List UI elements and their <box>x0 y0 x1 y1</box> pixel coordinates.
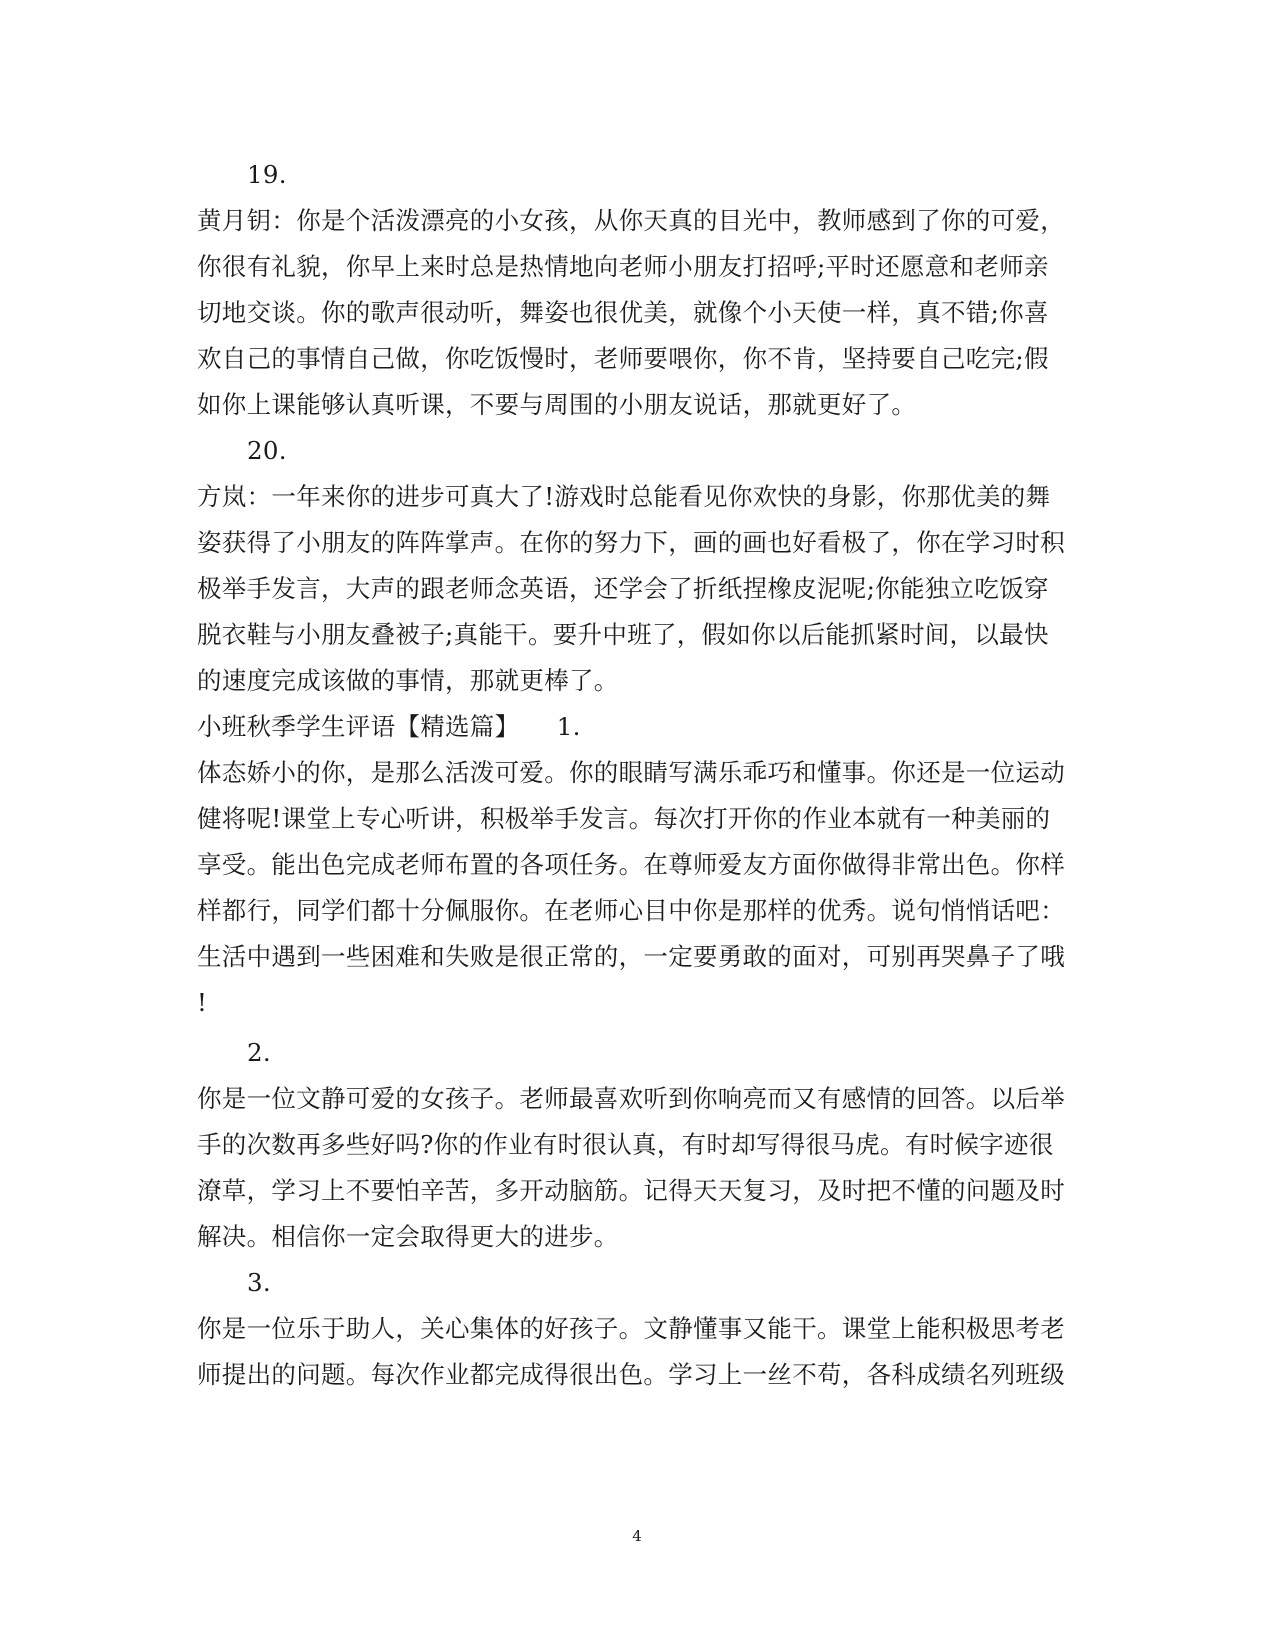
section-heading: 小班秋季学生评语【精选篇】 1. <box>197 712 581 741</box>
paragraph-line: 极举手发言，大声的跟老师念英语，还学会了折纸捏橡皮泥呢;你能独立吃饭穿 <box>197 574 1049 603</box>
item-number-19: 19. <box>247 160 287 189</box>
paragraph-line: 体态娇小的你，是那么活泼可爱。你的眼睛写满乐乖巧和懂事。你还是一位运动 <box>197 758 1065 787</box>
paragraph-line: 师提出的问题。每次作业都完成得很出色。学习上一丝不苟，各科成绩名列班级 <box>197 1360 1065 1389</box>
paragraph-line: 健将呢!课堂上专心听讲，积极举手发言。每次打开你的作业本就有一种美丽的 <box>197 804 1051 833</box>
paragraph-line: 的速度完成该做的事情，那就更棒了。 <box>197 666 619 695</box>
paragraph-line: 你是一位乐于助人，关心集体的好孩子。文静懂事又能干。课堂上能积极思考老 <box>197 1314 1065 1343</box>
paragraph-line: 手的次数再多些好吗?你的作业有时很认真，有时却写得很马虎。有时候字迹很 <box>197 1130 1054 1159</box>
paragraph-line: 如你上课能够认真听课，不要与周围的小朋友说话，那就更好了。 <box>197 390 917 419</box>
paragraph-line: 解决。相信你一定会取得更大的进步。 <box>197 1222 619 1251</box>
paragraph-line: 生活中遇到一些困难和失败是很正常的，一定要勇敢的面对，可别再哭鼻子了哦 <box>197 942 1065 971</box>
paragraph-line: 享受。能出色完成老师布置的各项任务。在尊师爱友方面你做得非常出色。你样 <box>197 850 1065 879</box>
paragraph-line: 你很有礼貌，你早上来时总是热情地向老师小朋友打招呼;平时还愿意和老师亲 <box>197 252 1049 281</box>
paragraph-line: 你是一位文静可爱的女孩子。老师最喜欢听到你响亮而又有感情的回答。以后举 <box>197 1084 1065 1113</box>
page-number: 4 <box>632 1527 642 1545</box>
paragraph-line: 脱衣鞋与小朋友叠被子;真能干。要升中班了，假如你以后能抓紧时间，以最快 <box>197 620 1049 649</box>
paragraph-line: 切地交谈。你的歌声很动听，舞姿也很优美，就像个小天使一样，真不错;你喜 <box>197 298 1049 327</box>
paragraph-line: ! <box>197 988 208 1017</box>
item-number-3: 3. <box>247 1268 271 1297</box>
paragraph-line: 姿获得了小朋友的阵阵掌声。在你的努力下，画的画也好看极了，你在学习时积 <box>197 528 1065 557</box>
item-number-20: 20. <box>247 436 287 465</box>
paragraph-line: 欢自己的事情自己做，你吃饭慢时，老师要喂你，你不肯，坚持要自己吃完;假 <box>197 344 1049 373</box>
paragraph-line: 方岚：一年来你的进步可真大了!游戏时总能看见你欢快的身影，你那优美的舞 <box>197 482 1051 511</box>
paragraph-line: 黄月钥：你是个活泼漂亮的小女孩，从你天真的目光中，教师感到了你的可爱， <box>197 206 1065 235</box>
paragraph-line: 潦草，学习上不要怕辛苦，多开动脑筋。记得天天复习，及时把不懂的问题及时 <box>197 1176 1065 1205</box>
item-number-2: 2. <box>247 1038 271 1067</box>
paragraph-line: 样都行，同学们都十分佩服你。在老师心目中你是那样的优秀。说句悄悄话吧： <box>197 896 1065 925</box>
